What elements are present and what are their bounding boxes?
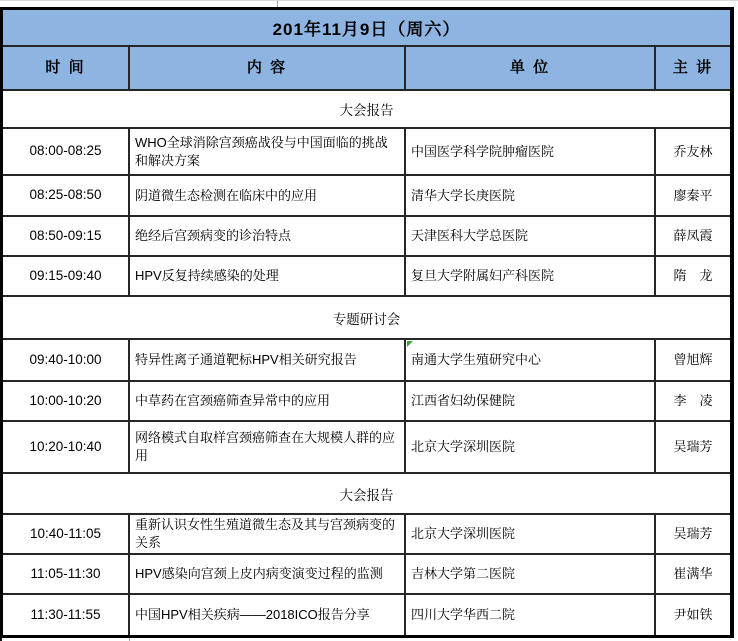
topic-cell: HPV反复持续感染的处理 — [130, 257, 406, 295]
section-header-row — [3, 297, 730, 340]
speaker-cell: 尹如铁 — [673, 607, 713, 623]
unit-cell: 北京大学深圳医院 — [406, 422, 656, 472]
time-cell: 11:30-11:55 — [3, 595, 130, 635]
topic-cell: 绝经后宫颈病变的诊治特点 — [130, 217, 406, 255]
speaker-cell: 乔友林 — [673, 143, 713, 159]
time-cell: 10:20-10:40 — [3, 422, 130, 472]
speaker-cell: 崔满华 — [673, 566, 713, 582]
topic-cell: 中国HPV相关疾病——2018ICO报告分享 — [130, 595, 406, 635]
col-header-time: 时 间 — [3, 47, 130, 89]
time-cell: 08:50-09:15 — [3, 217, 130, 255]
topic-cell: 特异性离子通道靶标HPV相关研究报告 — [130, 340, 406, 380]
topic-cell: 重新认识女性生殖道微生态及其与宫颈病变的关系 — [130, 515, 406, 553]
unit-cell: 江西省妇幼保健院 — [406, 382, 656, 420]
speaker-cell: 廖秦平 — [673, 187, 713, 203]
speaker-cell: 隋 龙 — [673, 268, 713, 284]
session-row — [3, 515, 730, 555]
session-row — [3, 176, 730, 217]
session-row — [3, 257, 730, 297]
unit-cell: 四川大学华西二院 — [406, 595, 656, 635]
session-row — [3, 340, 730, 382]
speaker-cell: 吴瑞芳 — [673, 526, 713, 542]
session-row — [3, 422, 730, 474]
section-header-row — [3, 91, 730, 129]
topic-cell: 阴道微生态检测在临床中的应用 — [130, 176, 406, 215]
speaker-cell: 曾旭辉 — [673, 352, 713, 368]
time-cell: 08:00-08:25 — [3, 129, 130, 174]
topic-cell: 网络模式自取样宫颈癌筛查在大规模人群的应用 — [130, 422, 406, 472]
session-row — [3, 595, 730, 635]
session-row — [3, 217, 730, 257]
session-row — [3, 555, 730, 595]
section-label: 大会报告 — [339, 487, 394, 503]
unit-cell: 复旦大学附属妇产科医院 — [406, 257, 656, 295]
unit-cell: 清华大学长庚医院 — [406, 176, 656, 215]
unit-text: 南通大学生殖研究中心 — [411, 352, 542, 368]
col-header-speaker: 主 讲 — [672, 58, 714, 76]
date-title-row — [3, 10, 730, 47]
time-cell: 09:15-09:40 — [3, 257, 130, 295]
section-label: 专题研讨会 — [332, 311, 401, 327]
unit-cell: 中国医学科学院肿瘤医院 — [406, 129, 656, 174]
session-row — [3, 129, 730, 176]
col-header-content: 内 容 — [130, 47, 406, 89]
time-cell: 09:40-10:00 — [3, 340, 130, 380]
speaker-cell: 薛凤霞 — [673, 228, 713, 244]
date-title: 201年11月9日（周六） — [272, 20, 461, 39]
topic-cell: WHO全球消除宫颈癌战役与中国面临的挑战和解决方案 — [130, 129, 406, 174]
agenda-table — [0, 7, 734, 638]
time-cell: 10:40-11:05 — [3, 515, 130, 553]
time-cell: 11:05-11:30 — [3, 555, 130, 593]
section-header-row — [3, 474, 730, 515]
topic-cell: 中草药在宫颈癌筛查异常中的应用 — [130, 382, 406, 420]
unit-cell: 天津医科大学总医院 — [406, 217, 656, 255]
cell-flag-icon — [407, 341, 413, 347]
speaker-cell: 李 凌 — [673, 393, 713, 409]
time-cell: 08:25-08:50 — [3, 176, 130, 215]
column-header-row — [3, 47, 730, 91]
unit-cell: 吉林大学第二医院 — [406, 555, 656, 593]
speaker-cell: 吴瑞芳 — [673, 439, 713, 455]
session-row — [3, 382, 730, 422]
section-label: 大会报告 — [339, 103, 394, 118]
col-header-unit: 单 位 — [406, 47, 656, 89]
topic-cell: HPV感染向宫颈上皮内病变演变过程的监测 — [130, 555, 406, 593]
unit-cell — [406, 340, 656, 380]
unit-cell: 北京大学深圳医院 — [406, 515, 656, 553]
time-cell: 10:00-10:20 — [3, 382, 130, 420]
sheet-top-gridline-strip — [0, 0, 738, 7]
